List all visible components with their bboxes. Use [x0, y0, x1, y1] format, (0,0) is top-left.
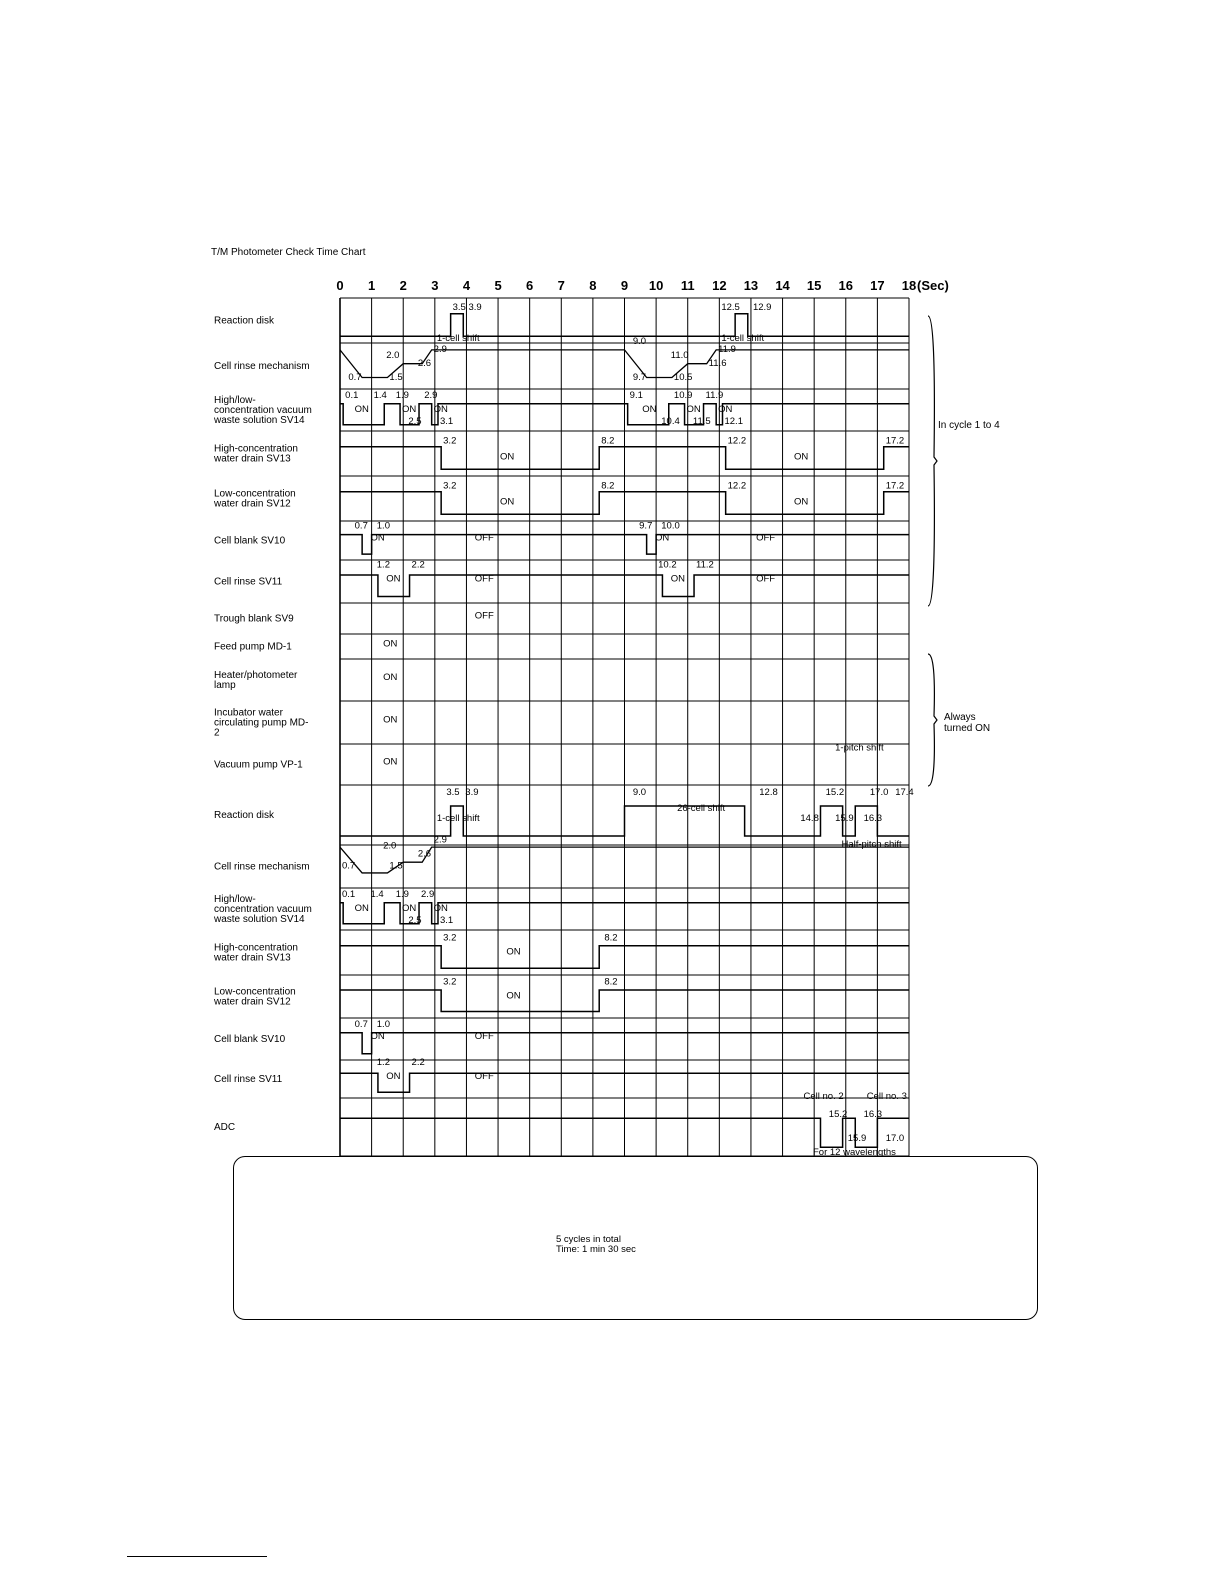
- row-label-line: waste solution SV14: [214, 914, 305, 925]
- annotation-41: 3.2: [443, 480, 457, 492]
- row-label-line: High-concentration: [214, 443, 298, 455]
- row-label-line: water drain SV12: [214, 498, 291, 510]
- annotation-103: 1.0: [376, 1019, 390, 1030]
- row-label-line: Cell rinse SV11: [214, 1074, 283, 1085]
- row-label-line: water drain SV12: [214, 996, 291, 1008]
- row-label-5: [214, 536, 286, 547]
- annotation-34: 12.1: [724, 416, 743, 427]
- annotation-11: 9.0: [632, 336, 647, 347]
- axis-tick-label-15: 15: [806, 278, 822, 293]
- annotation-2: 1-cell shift: [436, 333, 480, 344]
- footer-rule: [127, 1556, 267, 1557]
- row-label-10: [214, 708, 308, 739]
- row-label-15: [213, 943, 298, 964]
- annotation-25: 3.1: [439, 416, 454, 427]
- row-label-9: [214, 670, 298, 691]
- annotation-9: 0.7: [348, 372, 362, 383]
- row-label-6: [214, 577, 283, 588]
- annotation-89: 1.9: [395, 889, 409, 900]
- annotation-85: 0.7: [342, 860, 356, 872]
- annotation-30: ON: [686, 404, 701, 415]
- annotation-12: 11.0: [670, 350, 689, 361]
- axis-tick-label-9: 9: [620, 278, 629, 293]
- axis-tick-label-13: 13: [743, 278, 759, 293]
- axis-tick-label-10: 10: [648, 278, 664, 293]
- annotation-52: 10.0: [661, 520, 680, 532]
- annotation-49: ON: [370, 532, 385, 544]
- annotation-22: ON: [402, 404, 417, 415]
- annotation-36: ON: [500, 451, 515, 463]
- chart-title: T/M Photometer Check Time Chart: [211, 247, 366, 258]
- row-label-line: concentration vacuum: [214, 904, 312, 915]
- row-label-line: 2: [214, 727, 220, 739]
- annotation-53: ON: [654, 532, 670, 544]
- row-label-line: concentration vacuum: [214, 405, 312, 416]
- annotation-32: 10.4: [661, 416, 680, 427]
- annotation-31: ON: [718, 404, 733, 415]
- annotation-42: ON: [500, 496, 515, 508]
- axis-tick-label-8: 8: [589, 278, 597, 293]
- trace-reaction-disk-2: [340, 806, 909, 836]
- annotation-82: 2.0: [383, 840, 397, 852]
- annotation-112: 15.2: [828, 1109, 848, 1120]
- axis-tick-label-3: 3: [431, 278, 439, 293]
- annotation-87: 0.1: [342, 889, 356, 900]
- row-label-13: [214, 862, 310, 873]
- annotation-81: Half-pitch shift: [841, 839, 902, 850]
- row-label-4: [213, 489, 296, 510]
- axis-tick-label-14: 14: [775, 278, 790, 293]
- annotation-76: 17.0: [869, 787, 889, 798]
- annotation-57: ON: [386, 573, 401, 585]
- annotation-75: 15.2: [825, 787, 845, 798]
- axis-tick-label-18: 18: [901, 278, 917, 293]
- row-label-line: waste solution SV14: [214, 415, 305, 426]
- row-label-line: Low-concentration: [214, 986, 296, 998]
- annotation-17: 0.1: [345, 390, 359, 401]
- row-label-17: [214, 1034, 286, 1045]
- annotation-69: 3.5: [446, 787, 460, 798]
- annotation-38: 12.2: [727, 435, 747, 447]
- annotation-16: 10.5: [673, 372, 693, 383]
- annotation-97: ON: [506, 946, 521, 958]
- row-label-line: water drain SV13: [214, 952, 291, 964]
- annotation-107: 2.2: [411, 1057, 425, 1068]
- annotation-61: ON: [670, 573, 686, 585]
- annotation-7: 2.9: [433, 344, 447, 355]
- row-label-line: Cell rinse mechanism: [214, 361, 310, 372]
- axis-tick-label-2: 2: [399, 278, 407, 293]
- annotation-50: OFF: [474, 532, 494, 544]
- annotation-55: 1.2: [376, 559, 390, 571]
- row-label-2: [213, 395, 312, 426]
- annotation-105: OFF: [474, 1031, 494, 1042]
- group-brace-always: [928, 654, 937, 786]
- row-label-line: Low-concentration: [214, 488, 296, 500]
- annotation-102: 0.7: [354, 1019, 368, 1030]
- annotation-116: For 12 wavelengths: [813, 1147, 896, 1158]
- annotation-43: 8.2: [601, 480, 615, 492]
- group-label-always-line1: Always: [944, 712, 976, 723]
- annotation-94: 2.5: [408, 915, 422, 926]
- axis-tick-label-4: 4: [462, 278, 471, 293]
- annotation-13: 11.9: [718, 344, 736, 355]
- row-label-line: Cell rinse SV11: [214, 576, 283, 588]
- row-label-7: [214, 614, 294, 625]
- annotation-47: 0.7: [354, 520, 368, 532]
- annotation-92: ON: [402, 903, 417, 914]
- annotation-35: 3.2: [443, 435, 457, 447]
- row-label-line: circulating pump MD-: [214, 717, 309, 729]
- row-label-line: Reaction disk: [214, 315, 275, 327]
- annotation-88: 1.4: [370, 889, 384, 900]
- annotation-80: 16.3: [863, 813, 883, 824]
- annotation-33: 11.5: [692, 416, 711, 427]
- annotation-15: 9.7: [632, 372, 647, 383]
- annotation-59: 10.2: [658, 559, 677, 571]
- axis-unit: (Sec): [917, 278, 949, 293]
- row-label-line: Heater/photometer: [214, 670, 298, 681]
- annotation-3: 12.5: [721, 302, 740, 313]
- annotation-1: 3.9: [468, 302, 482, 313]
- row-label-3: [213, 444, 298, 465]
- group-brace-cycle: [928, 316, 937, 606]
- annotation-99: 3.2: [443, 976, 457, 988]
- annotation-56: 2.2: [411, 559, 425, 571]
- annotation-19: 1.9: [395, 390, 409, 401]
- annotation-21: ON: [354, 404, 369, 415]
- annotation-5: 1-cell shift: [721, 333, 765, 344]
- annotation-72: 9.0: [632, 787, 647, 798]
- axis-tick-label-5: 5: [494, 278, 502, 293]
- row-label-16: [213, 987, 296, 1008]
- annotation-68: 1-pitch shift: [835, 742, 884, 754]
- annotation-8: 2.6: [417, 358, 432, 369]
- row-label-line: Vacuum pump VP-1: [214, 759, 303, 771]
- annotation-100: ON: [506, 990, 521, 1002]
- annotation-73: 26-cell shift: [677, 803, 726, 814]
- annotation-109: OFF: [474, 1071, 494, 1082]
- annotation-28: 11.9: [705, 390, 724, 401]
- annotation-18: 1.4: [373, 390, 387, 401]
- annotation-91: ON: [354, 903, 369, 914]
- annotation-79: 15.9: [835, 813, 854, 824]
- annotation-44: 12.2: [727, 480, 747, 492]
- row-label-line: ADC: [214, 1122, 236, 1133]
- row-label-line: Cell blank SV10: [214, 535, 286, 547]
- row-label-line: High-concentration: [214, 942, 298, 954]
- annotation-14: 11.6: [708, 358, 727, 369]
- row-label-1: [214, 361, 310, 372]
- annotation-115: 17.0: [885, 1133, 905, 1144]
- annotation-95: 3.1: [439, 915, 454, 926]
- group-label-cycle: In cycle 1 to 4: [938, 420, 1000, 431]
- annotation-71: 1-cell shift: [436, 813, 480, 824]
- annotation-63: OFF: [474, 610, 494, 622]
- row-label-line: High/low-: [214, 894, 256, 905]
- annotation-86: 1.5: [389, 860, 403, 872]
- annotation-65: ON: [383, 672, 398, 683]
- note-text: [556, 1235, 636, 1255]
- annotation-37: 8.2: [601, 435, 615, 447]
- annotation-58: OFF: [474, 573, 494, 585]
- annotation-24: 2.5: [408, 416, 422, 427]
- annotation-62: OFF: [756, 573, 776, 585]
- axis-tick-label-16: 16: [838, 278, 854, 293]
- axis-tick-label-17: 17: [870, 278, 885, 293]
- annotation-40: 17.2: [885, 435, 905, 447]
- row-label-19: [214, 1122, 235, 1133]
- annotation-45: ON: [794, 496, 809, 508]
- group-label-always-line2: turned ON: [944, 723, 991, 734]
- row-label-line: Feed pump MD-1: [214, 641, 292, 653]
- annotation-104: ON: [370, 1031, 385, 1042]
- annotation-23: ON: [433, 404, 448, 415]
- annotation-0: 3.5: [452, 302, 466, 313]
- row-label-8: [214, 642, 292, 653]
- row-label-line: High/low-: [214, 395, 256, 406]
- annotation-83: 2.9: [433, 834, 447, 846]
- row-label-line: water drain SV13: [214, 453, 291, 465]
- annotation-39: ON: [794, 451, 809, 463]
- row-label-14: [213, 894, 312, 925]
- annotation-66: ON: [383, 714, 398, 726]
- row-label-line: Cell blank SV10: [214, 1034, 286, 1045]
- annotation-29: ON: [642, 404, 657, 415]
- axis-tick-label-12: 12: [712, 278, 727, 293]
- row-label-11: [214, 760, 303, 771]
- annotation-108: ON: [386, 1071, 401, 1082]
- annotation-51: 9.7: [639, 520, 653, 532]
- row-label-line: Reaction disk: [214, 810, 275, 821]
- row-label-0: [214, 316, 275, 327]
- axis-tick-label-1: 1: [367, 278, 376, 293]
- annotation-113: 16.3: [863, 1109, 883, 1120]
- annotation-4: 12.9: [752, 302, 772, 313]
- annotation-6: 2.0: [386, 350, 400, 361]
- note-line-cycles: 5 cycles in total: [556, 1234, 621, 1245]
- annotation-114: 15.9: [847, 1133, 867, 1144]
- annotation-64: ON: [383, 638, 398, 650]
- annotation-96: 3.2: [443, 932, 457, 944]
- annotation-111: Cell no. 3: [866, 1091, 907, 1102]
- row-label-12: [214, 810, 275, 821]
- annotation-78: 14.8: [800, 813, 819, 824]
- annotation-93: ON: [433, 903, 448, 914]
- row-label-18: [214, 1074, 283, 1085]
- axis-tick-label-7: 7: [557, 278, 565, 293]
- row-label-line: Trough blank SV9: [214, 613, 294, 625]
- annotation-10: 1.5: [389, 372, 403, 383]
- annotation-60: 11.2: [696, 559, 714, 571]
- annotation-110: Cell no. 2: [803, 1091, 844, 1102]
- axis-tick-label-6: 6: [526, 278, 534, 293]
- annotation-106: 1.2: [376, 1057, 390, 1068]
- axis-tick-label-11: 11: [680, 278, 695, 293]
- axis-tick-label-0: 0: [336, 278, 344, 293]
- annotation-54: OFF: [756, 532, 776, 544]
- annotation-67: ON: [383, 756, 398, 768]
- annotation-27: 10.9: [673, 390, 693, 401]
- annotation-90: 2.9: [421, 889, 435, 900]
- annotation-74: 12.8: [759, 787, 778, 798]
- row-label-line: Cell rinse mechanism: [214, 861, 310, 873]
- row-label-line: Incubator water: [214, 707, 283, 719]
- annotation-98: 8.2: [604, 932, 618, 944]
- annotation-26: 9.1: [629, 390, 643, 401]
- annotation-77: 17.4: [895, 787, 914, 798]
- row-label-line: lamp: [214, 680, 236, 691]
- annotation-46: 17.2: [885, 480, 905, 492]
- note-line-time: Time: 1 min 30 sec: [556, 1244, 636, 1255]
- annotation-101: 8.2: [604, 976, 618, 988]
- annotation-84: 2.6: [417, 848, 432, 860]
- annotation-20: 2.9: [424, 390, 438, 401]
- annotation-48: 1.0: [376, 520, 390, 532]
- annotation-70: 3.9: [465, 787, 479, 798]
